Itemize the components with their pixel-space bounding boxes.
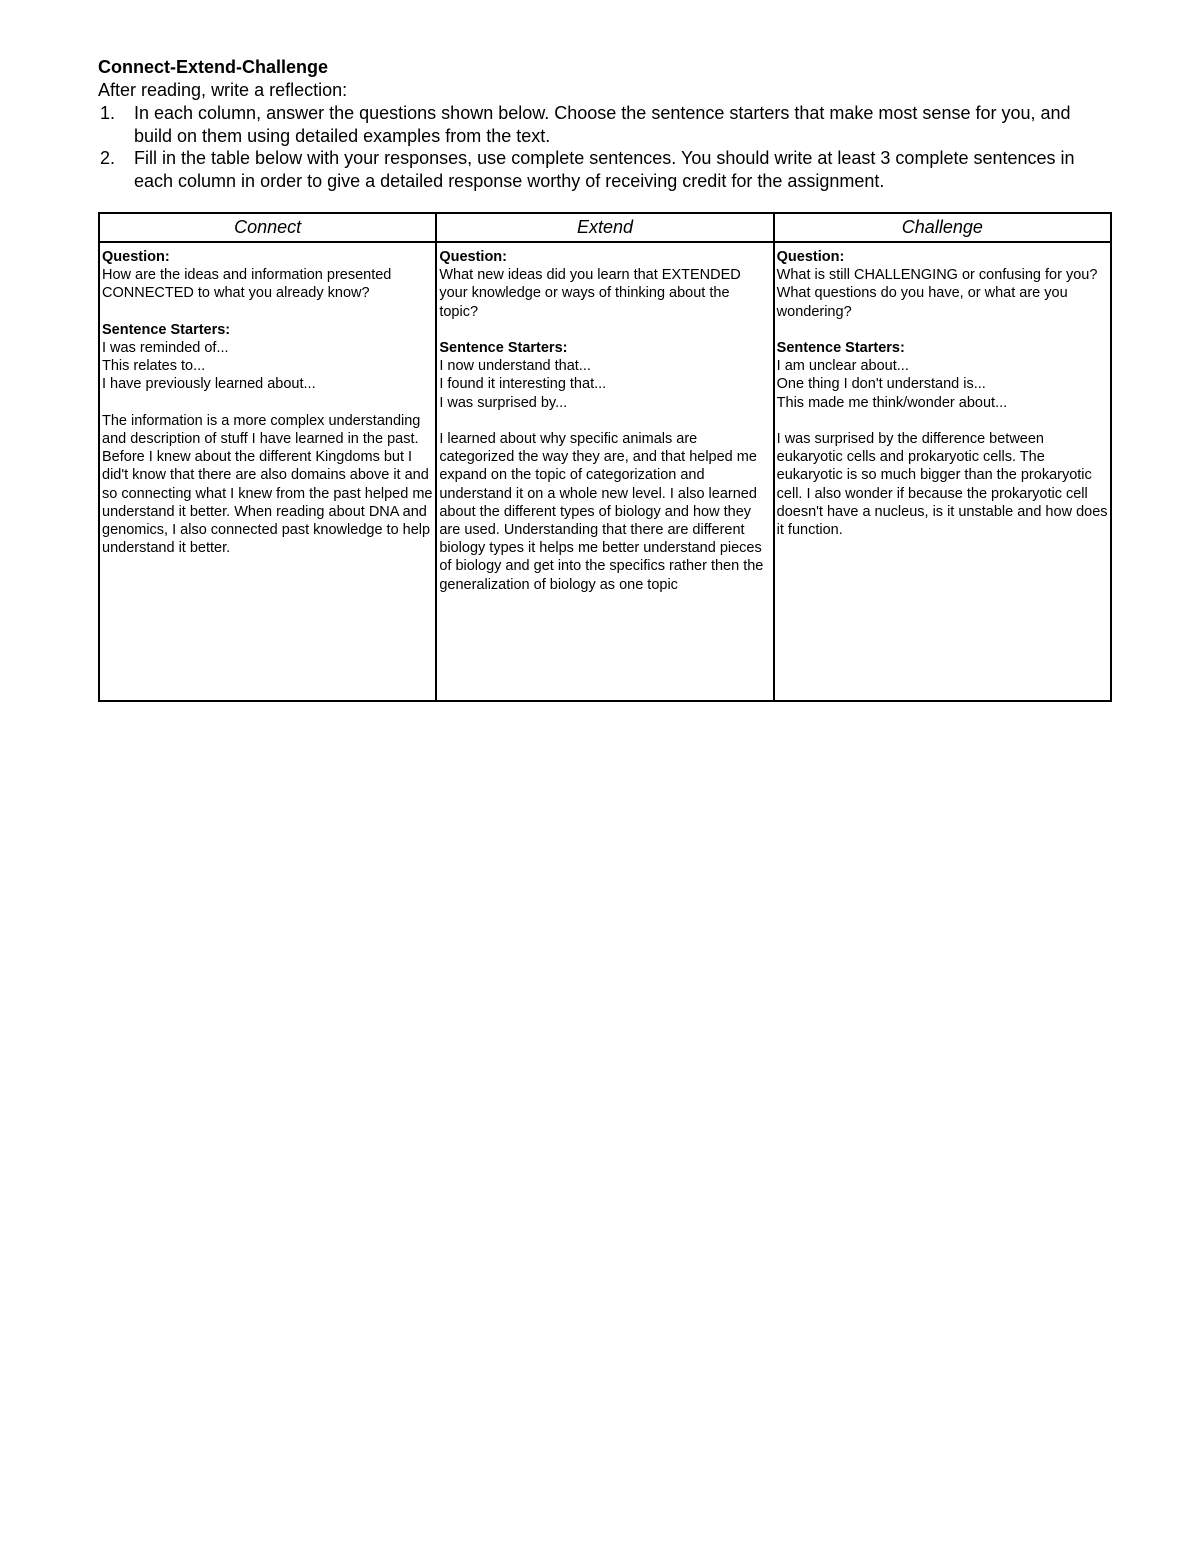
instruction-number: 2. bbox=[100, 148, 116, 168]
sentence-starters-label: Sentence Starters: bbox=[776, 340, 905, 356]
document-page bbox=[98, 56, 1112, 702]
instruction-number: 1. bbox=[100, 103, 116, 123]
table-row bbox=[99, 242, 1111, 701]
question-text: How are the ideas and information presented CONNECTED to what you already know? bbox=[102, 267, 392, 302]
challenge-response: I was surprised by the difference between eukaryotic cells and prokaryotic cells. The eukaryotic is so much bigger than the prokaryotic cell. I also wonder if because the prokaryotic cell doesn't have a nucleus, is it unstable and how does it function. bbox=[776, 431, 1108, 539]
column-header-connect: Connect bbox=[99, 213, 436, 242]
instruction-text: In each column, answer the questions shown below. Choose the sentence starters that make most sense for you, and build on them using detailed examples from the text. bbox=[134, 103, 1071, 146]
column-header-extend: Extend bbox=[436, 213, 773, 242]
sentence-starters-label: Sentence Starters: bbox=[102, 321, 231, 338]
document-title: Connect-Extend-Challenge bbox=[98, 57, 329, 77]
intro-text: After reading, write a reflection: bbox=[98, 80, 348, 100]
column-header-challenge: Challenge bbox=[774, 213, 1111, 242]
question-label: Question: bbox=[439, 249, 507, 265]
sentence-starter: I was reminded of... bbox=[102, 340, 229, 356]
table-header-row bbox=[99, 213, 1111, 242]
instructions-list bbox=[98, 102, 1112, 192]
sentence-starter: I now understand that... bbox=[439, 358, 591, 375]
reflection-table bbox=[98, 212, 1112, 702]
question-label: Question: bbox=[776, 249, 845, 265]
sentence-starters-label: Sentence Starters: bbox=[439, 340, 568, 356]
connect-cell[interactable] bbox=[99, 242, 436, 701]
sentence-starter: This made me think/wonder about... bbox=[776, 394, 1008, 411]
sentence-starter: One thing I don't understand is... bbox=[776, 376, 986, 393]
sentence-starter: I have previously learned about... bbox=[102, 376, 316, 393]
instruction-item bbox=[98, 147, 1112, 192]
extend-cell[interactable] bbox=[436, 242, 773, 701]
sentence-starter: This relates to... bbox=[102, 358, 206, 375]
sentence-starter: I was surprised by... bbox=[439, 394, 568, 411]
sentence-starter: I found it interesting that... bbox=[439, 376, 607, 393]
sentence-starter: I am unclear about... bbox=[776, 358, 909, 375]
question-text: What new ideas did you learn that EXTENDED your knowledge or ways of thinking about the topic? bbox=[439, 267, 741, 320]
question-text: What is still CHALLENGING or confusing for you? What questions do you have, or what are you wondering? bbox=[776, 267, 1098, 320]
extend-response: I learned about why specific animals are categorized the way they are, and that helped me expand on the topic of categorization and understand it on a whole new level. I also learned about the different types of biology and how they are used. Understanding that there are different biology types it helps me better understand pieces of biology and get into the specifics rather then the generalization of biology as one topic bbox=[439, 431, 764, 593]
connect-response: The information is a more complex understanding and description of stuff I have learned in the past. Before I knew about the different Kingdoms but I did't know that there are also domains above it and so connecting what I knew from the past helped me understand it better. When reading about DNA and genomics, I also connected past knowledge to help understand it better. bbox=[102, 412, 433, 557]
instruction-item bbox=[98, 102, 1112, 147]
challenge-cell[interactable] bbox=[774, 242, 1111, 701]
instruction-text: Fill in the table below with your responses, use complete sentences. You should write at least 3 complete sentences in each column in order to give a detailed response worthy of receiving credit for the assignment. bbox=[134, 148, 1075, 191]
question-label: Question: bbox=[102, 249, 170, 265]
